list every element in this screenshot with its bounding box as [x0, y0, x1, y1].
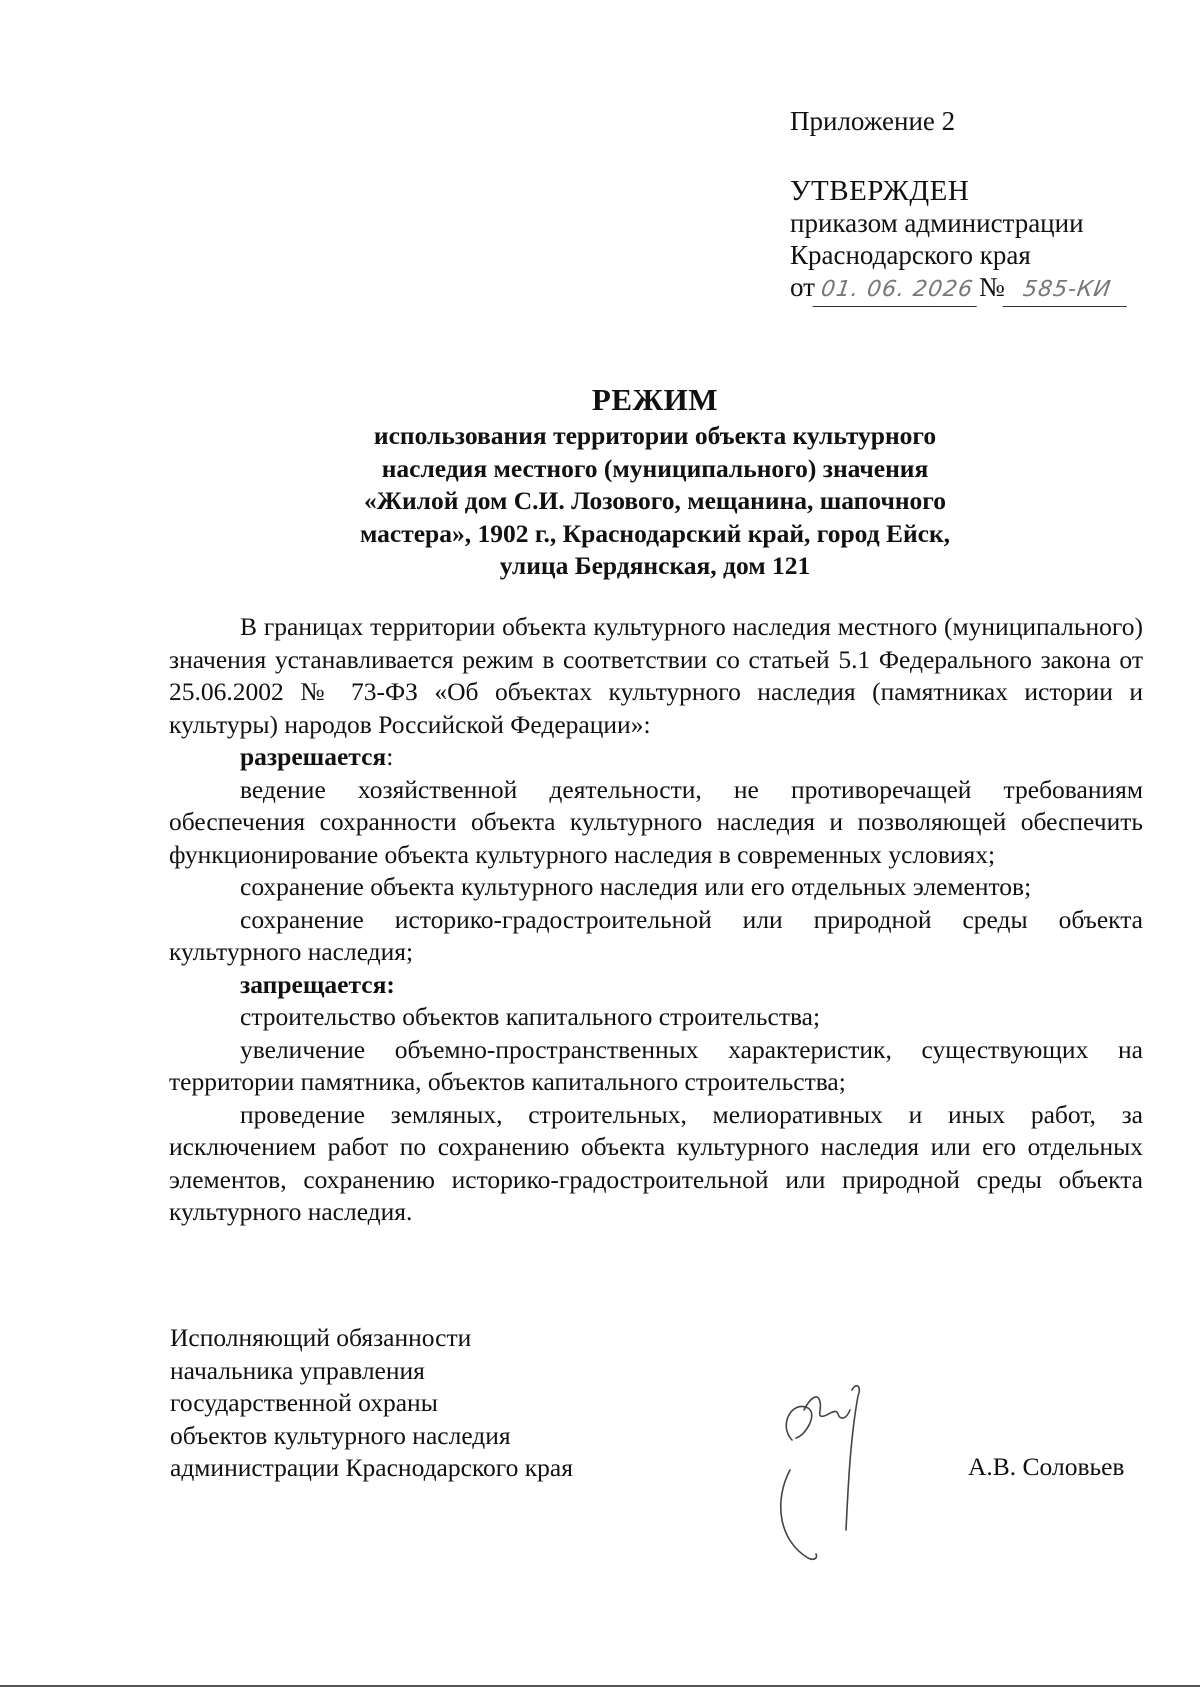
handwritten-signature: [770, 1380, 880, 1565]
approved-heading: УТВЕРЖДЕН: [790, 175, 970, 207]
allowed-item-3: сохранение историко-градостроительной или природной среды объекта культурного наследия;: [169, 904, 1143, 966]
title-line-1: использования территории объекта культурного: [373, 421, 937, 450]
document-title-block: [170, 380, 1140, 583]
appendix-label: Приложение 2: [790, 106, 956, 136]
approval-line-2: Краснодарского края: [790, 240, 1031, 270]
allowed-label: разрешается: [240, 742, 387, 771]
prohibited-label: запрещается:: [240, 969, 395, 999]
handwritten-number: 585-КИ: [1002, 274, 1131, 307]
title-line-3: «Жилой дом С.И. Лозового, мещанина, шапочного: [364, 486, 946, 515]
signer-position-line-3: государственной охраны: [170, 1388, 438, 1417]
prohibited-item-1: строительство объектов капитального строительства;: [240, 1002, 821, 1031]
signer-name: А.В. Соловьев: [968, 1452, 1125, 1481]
allowed-colon: :: [386, 742, 394, 771]
signer-position-line-2: начальника управления: [170, 1355, 425, 1385]
title-line-5: улица Бердянская, дом 121: [499, 551, 811, 580]
number-sign: №: [978, 272, 1005, 302]
order-date-number-line: [790, 271, 1129, 307]
allowed-item-1: ведение хозяйственной деятельности, не противоречащей требованиям обеспечения сохранности объекта культурного наследия и позволяющей обеспечить функционирование объекта культурного наследия в современных условиях;: [169, 774, 1143, 869]
document-title: РЕЖИМ: [591, 382, 719, 417]
prohibited-item-2: увеличение объемно-пространственных характеристик, существующих на территории памятника, объектов капитального строительства;: [169, 1034, 1143, 1096]
title-line-2: наследия местного (муниципального) значения: [381, 453, 929, 483]
bottom-scan-edge: [0, 1685, 1200, 1687]
signer-position-line-1: Исполняющий обязанности: [170, 1323, 472, 1352]
intro-paragraph: В границах территории объекта культурного наследия местного (муниципального) значения устанавливается режим в соответствии со статьей 5.1 Федерального закона от 25.06.2002 № 73-ФЗ «Об объектах культурного наследия (памятниках истории и культуры) народов Российской Федерации»:: [169, 612, 1143, 739]
handwritten-date: 01. 06. 2026: [813, 274, 982, 307]
approval-line-1: приказом администрации: [790, 208, 1084, 238]
approval-block: [790, 105, 1129, 307]
document-body: [169, 611, 1143, 1229]
signer-position-line-5: администрации Краснодарского края: [170, 1453, 573, 1482]
date-prefix: от: [790, 272, 815, 302]
signer-position-line-4: объектов культурного наследия: [170, 1420, 511, 1450]
signer-position-block: [170, 1322, 573, 1485]
allowed-item-2: сохранение объекта культурного наследия или его отдельных элементов;: [240, 872, 1032, 901]
title-line-4: мастера», 1902 г., Краснодарский край, город Ейск,: [359, 518, 951, 548]
prohibited-item-3: проведение земляных, строительных, мелиоративных и иных работ, за исключением работ по сохранению объекта культурного наследия или его отдельных элементов, сохранению историко-градостроительной или природной среды объекта культурного наследия.: [169, 1099, 1143, 1226]
allowed-heading: [169, 741, 1143, 774]
